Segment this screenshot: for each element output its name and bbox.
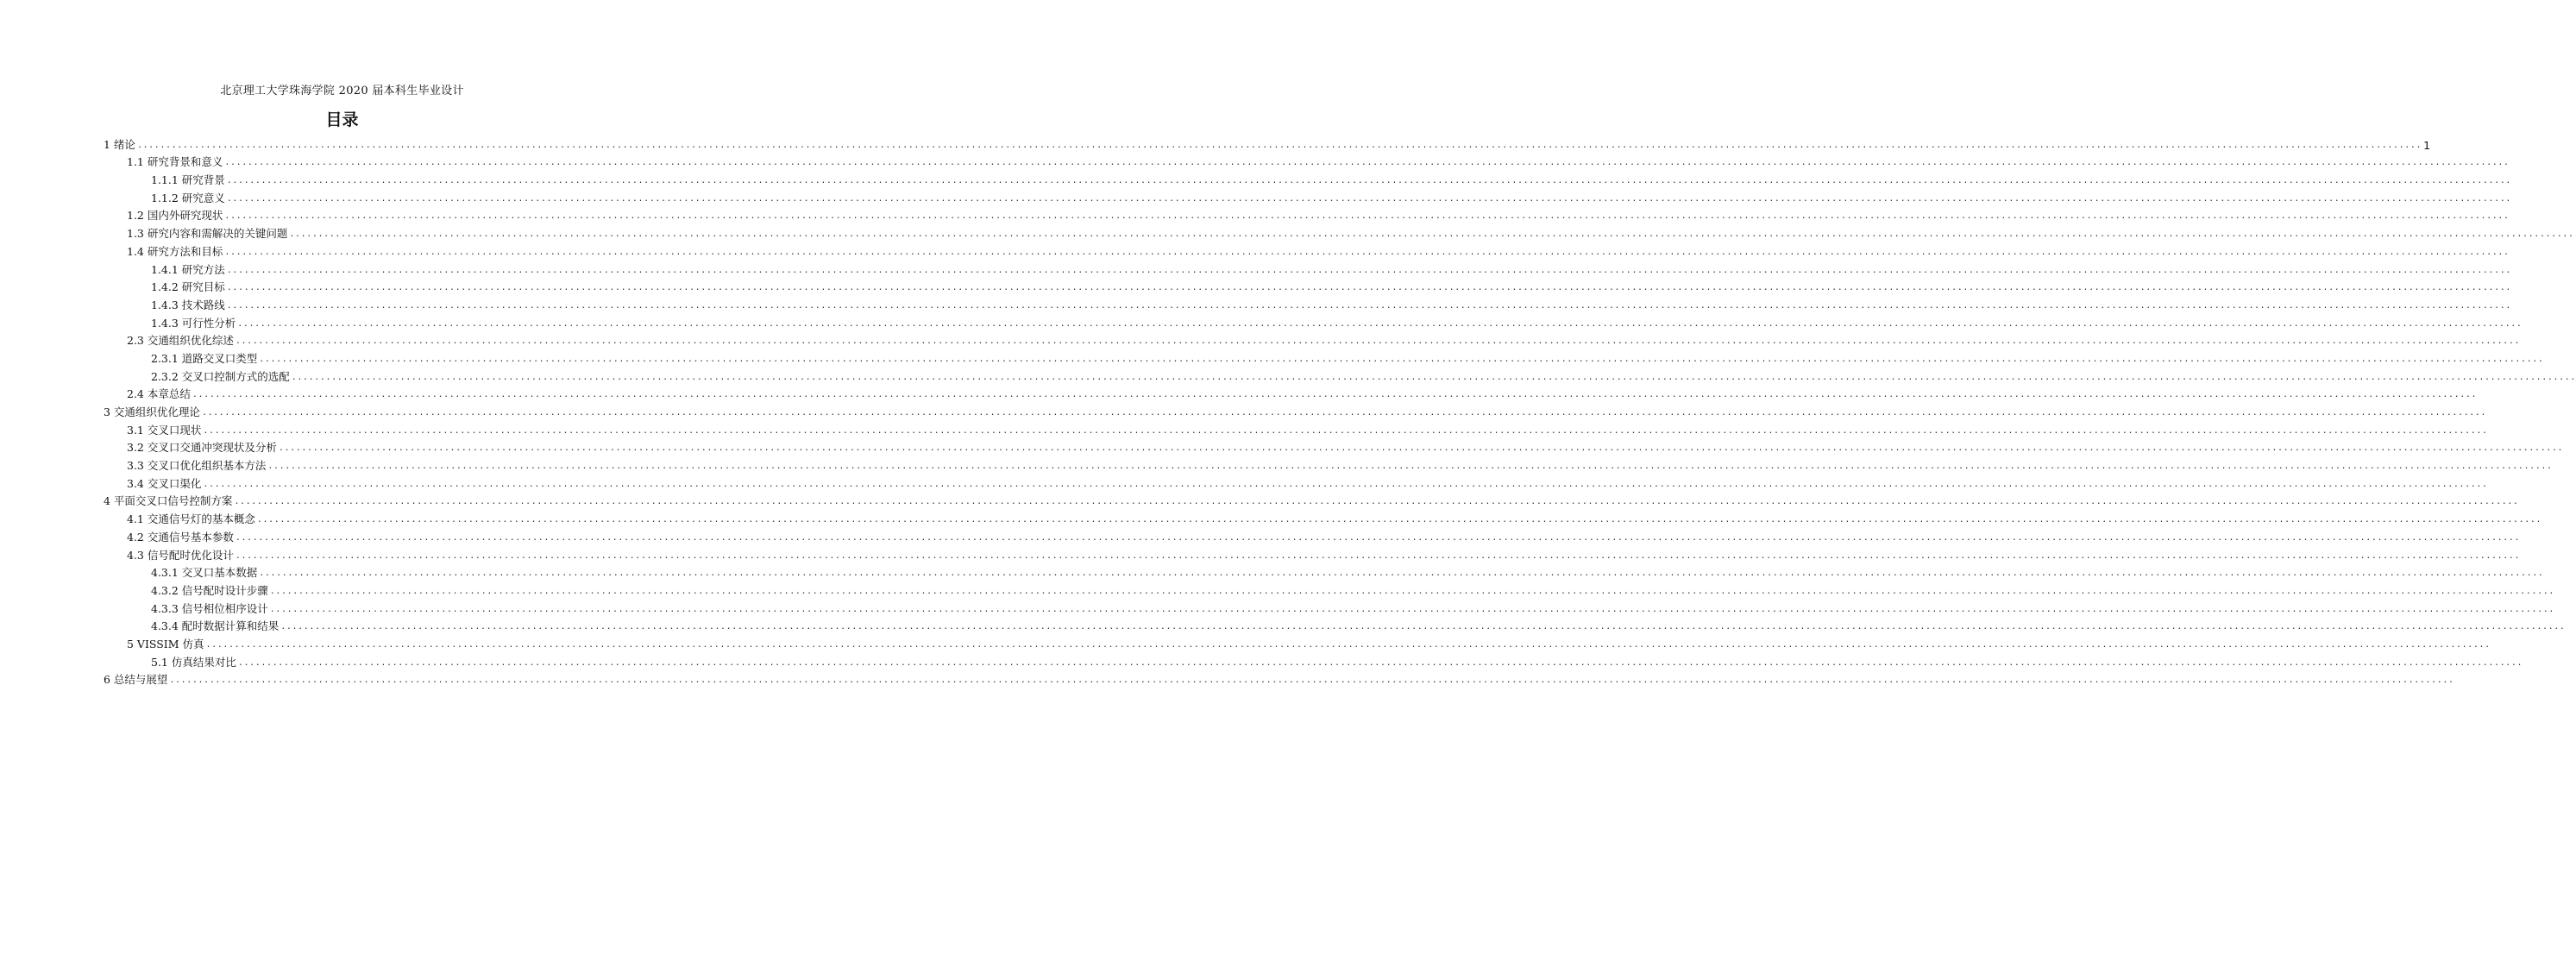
toc-entry-label: 2.4 本章总结 xyxy=(127,387,191,401)
toc-entry-label: 1.2 国内外研究现状 xyxy=(127,209,223,223)
toc-entry[interactable] xyxy=(104,669,2454,688)
toc-entry[interactable] xyxy=(104,580,2554,598)
toc-entry-label: 3.2 交叉口交通冲突现状及分析 xyxy=(127,441,277,455)
dot-leader: ................................................................................................................................................................................................................................................................................................................................................................................................................ xyxy=(237,657,2523,668)
toc-entry[interactable] xyxy=(104,651,2523,669)
dot-leader: ................................................................................................................................................................................................................................................................................................................................................................................................................ xyxy=(259,354,2544,364)
toc-entry-label: 3 交通组织优化理论 xyxy=(104,405,200,418)
toc-entry-label: 1.1 研究背景和意义 xyxy=(127,155,223,169)
dot-leader: ................................................................................................................................................................................................................................................................................................................................................................................................................ xyxy=(136,140,2422,150)
toc-entry[interactable] xyxy=(104,169,2511,187)
toc-entry-label: 4.2 交通信号基本参数 xyxy=(127,530,234,544)
dot-leader: ................................................................................................................................................................................................................................................................................................................................................................................................................ xyxy=(226,176,2511,186)
toc-entry[interactable] xyxy=(104,312,2523,330)
dot-leader: ................................................................................................................................................................................................................................................................................................................................................................................................................ xyxy=(235,532,2521,543)
toc-entry[interactable] xyxy=(104,437,2564,456)
toc-entry-label: 1.3 研究内容和需解决的关键问题 xyxy=(127,227,288,241)
toc-entry-label: 4 平面交叉口信号控制方案 xyxy=(104,494,233,508)
toc-entry[interactable] xyxy=(104,473,2488,491)
toc-entry-label: 5 VISSIM 仿真 xyxy=(127,637,204,651)
toc-entry[interactable] xyxy=(104,348,2544,366)
dot-leader: ................................................................................................................................................................................................................................................................................................................................................................................................................ xyxy=(237,318,2523,329)
dot-leader: ................................................................................................................................................................................................................................................................................................................................................................................................................ xyxy=(169,676,2454,686)
toc-entry[interactable] xyxy=(104,384,2478,402)
toc-entry[interactable] xyxy=(104,544,2521,563)
toc-entry-label: 4.3.4 配时数据计算和结果 xyxy=(151,619,280,633)
toc-entry[interactable] xyxy=(104,455,2553,473)
page-header: 北京理工大学珠海学院 2020 届本科生毕业设计 xyxy=(220,85,464,97)
toc-entry-label: 4.3 信号配时优化设计 xyxy=(127,548,234,562)
toc-entry-label: 2.3.2 交叉口控制方式的选配 xyxy=(151,369,290,383)
dot-leader: ................................................................................................................................................................................................................................................................................................................................................................................................................ xyxy=(256,515,2542,525)
toc-entry[interactable] xyxy=(104,187,2511,205)
toc-entry-label: 1.4.3 技术路线 xyxy=(151,298,225,311)
dot-leader: ................................................................................................................................................................................................................................................................................................................................................................................................................ xyxy=(234,497,2519,507)
toc-entry-page: 1 xyxy=(2423,138,2431,152)
toc-entry[interactable] xyxy=(104,508,2542,526)
dot-leader: ................................................................................................................................................................................................................................................................................................................................................................................................................ xyxy=(201,408,2487,418)
toc-entry[interactable] xyxy=(104,366,2576,384)
toc-entry[interactable] xyxy=(104,259,2511,277)
toc-entry-label: 3.3 交叉口优化组织基本方法 xyxy=(127,459,267,473)
dot-leader: ................................................................................................................................................................................................................................................................................................................................................................................................................ xyxy=(269,586,2554,596)
dot-leader: ................................................................................................................................................................................................................................................................................................................................................................................................................ xyxy=(259,569,2544,579)
dot-leader: ................................................................................................................................................................................................................................................................................................................................................................................................................ xyxy=(226,283,2511,293)
toc-entry-label: 1.1.1 研究背景 xyxy=(151,173,225,187)
toc-entry[interactable] xyxy=(104,419,2488,437)
dot-leader: ................................................................................................................................................................................................................................................................................................................................................................................................................ xyxy=(203,425,2488,436)
dot-leader: ................................................................................................................................................................................................................................................................................................................................................................................................................ xyxy=(192,390,2478,400)
toc-entry-label: 1.4.2 研究目标 xyxy=(151,280,225,294)
dot-leader: ................................................................................................................................................................................................................................................................................................................................................................................................................ xyxy=(224,211,2510,222)
dot-leader: ................................................................................................................................................................................................................................................................................................................................................................................................................ xyxy=(269,604,2554,614)
toc-entry[interactable] xyxy=(104,401,2487,419)
dot-leader: ................................................................................................................................................................................................................................................................................................................................................................................................................ xyxy=(205,639,2491,650)
toc-entry[interactable] xyxy=(104,633,2491,651)
dot-leader: ................................................................................................................................................................................................................................................................................................................................................................................................................ xyxy=(203,479,2488,489)
toc-entry-label: 4.3.1 交叉口基本数据 xyxy=(151,566,258,580)
dot-leader: ................................................................................................................................................................................................................................................................................................................................................................................................................ xyxy=(226,300,2511,311)
toc-entry[interactable] xyxy=(104,277,2511,295)
toc-entry[interactable] xyxy=(104,134,2431,152)
toc-entry[interactable] xyxy=(104,241,2510,259)
dot-leader: ................................................................................................................................................................................................................................................................................................................................................................................................................ xyxy=(235,336,2521,347)
toc-entry-label: 4.1 交通信号灯的基本概念 xyxy=(127,512,255,526)
toc-entry[interactable] xyxy=(104,598,2554,616)
dot-leader: ................................................................................................................................................................................................................................................................................................................................................................................................................ xyxy=(267,462,2553,472)
dot-leader: ................................................................................................................................................................................................................................................................................................................................................................................................................ xyxy=(280,622,2566,632)
toc-entry-label: 1.1.2 研究意义 xyxy=(151,191,225,204)
toc-entry[interactable] xyxy=(104,563,2544,581)
toc-entry-label: 3.1 交叉口现状 xyxy=(127,423,202,437)
toc-entry[interactable] xyxy=(104,152,2510,170)
toc-entry-label: 6 总结与展望 xyxy=(104,673,168,687)
toc-title: 目录 xyxy=(325,110,359,129)
dot-leader: ................................................................................................................................................................................................................................................................................................................................................................................................................ xyxy=(226,193,2511,204)
toc-entry[interactable] xyxy=(104,330,2521,349)
toc-entry[interactable] xyxy=(104,205,2510,223)
toc-entry[interactable] xyxy=(104,294,2511,312)
toc-entry-label: 1.4 研究方法和目标 xyxy=(127,244,223,258)
toc-entry-label: 1 绪论 xyxy=(104,137,135,151)
dot-leader: ................................................................................................................................................................................................................................................................................................................................................................................................................ xyxy=(226,265,2511,275)
dot-leader: ................................................................................................................................................................................................................................................................................................................................................................................................................ xyxy=(289,229,2574,240)
toc-entry-label: 4.3.2 信号配时设计步骤 xyxy=(151,583,268,597)
toc-entry-label: 2.3.1 道路交叉口类型 xyxy=(151,351,258,365)
dot-leader: ................................................................................................................................................................................................................................................................................................................................................................................................................ xyxy=(278,443,2564,454)
dot-leader: ................................................................................................................................................................................................................................................................................................................................................................................................................ xyxy=(224,158,2510,168)
toc-entry-label: 4.3.3 信号相位相序设计 xyxy=(151,601,268,615)
dot-leader: ................................................................................................................................................................................................................................................................................................................................................................................................................ xyxy=(235,550,2521,561)
toc-entry[interactable] xyxy=(104,223,2574,241)
toc-entry-label: 1.4.3 可行性分析 xyxy=(151,316,236,330)
toc-entry-label: 1.4.1 研究方法 xyxy=(151,262,225,276)
table-of-contents xyxy=(104,134,2576,687)
toc-entry[interactable] xyxy=(104,491,2519,509)
toc-entry[interactable] xyxy=(104,526,2521,544)
dot-leader: ................................................................................................................................................................................................................................................................................................................................................................................................................ xyxy=(291,372,2576,382)
toc-entry-label: 2.3 交通组织优化综述 xyxy=(127,334,234,348)
toc-entry-label: 3.4 交叉口渠化 xyxy=(127,476,202,490)
toc-entry[interactable] xyxy=(104,616,2566,634)
dot-leader: ................................................................................................................................................................................................................................................................................................................................................................................................................ xyxy=(224,247,2510,257)
toc-entry-label: 5.1 仿真结果对比 xyxy=(151,655,236,669)
